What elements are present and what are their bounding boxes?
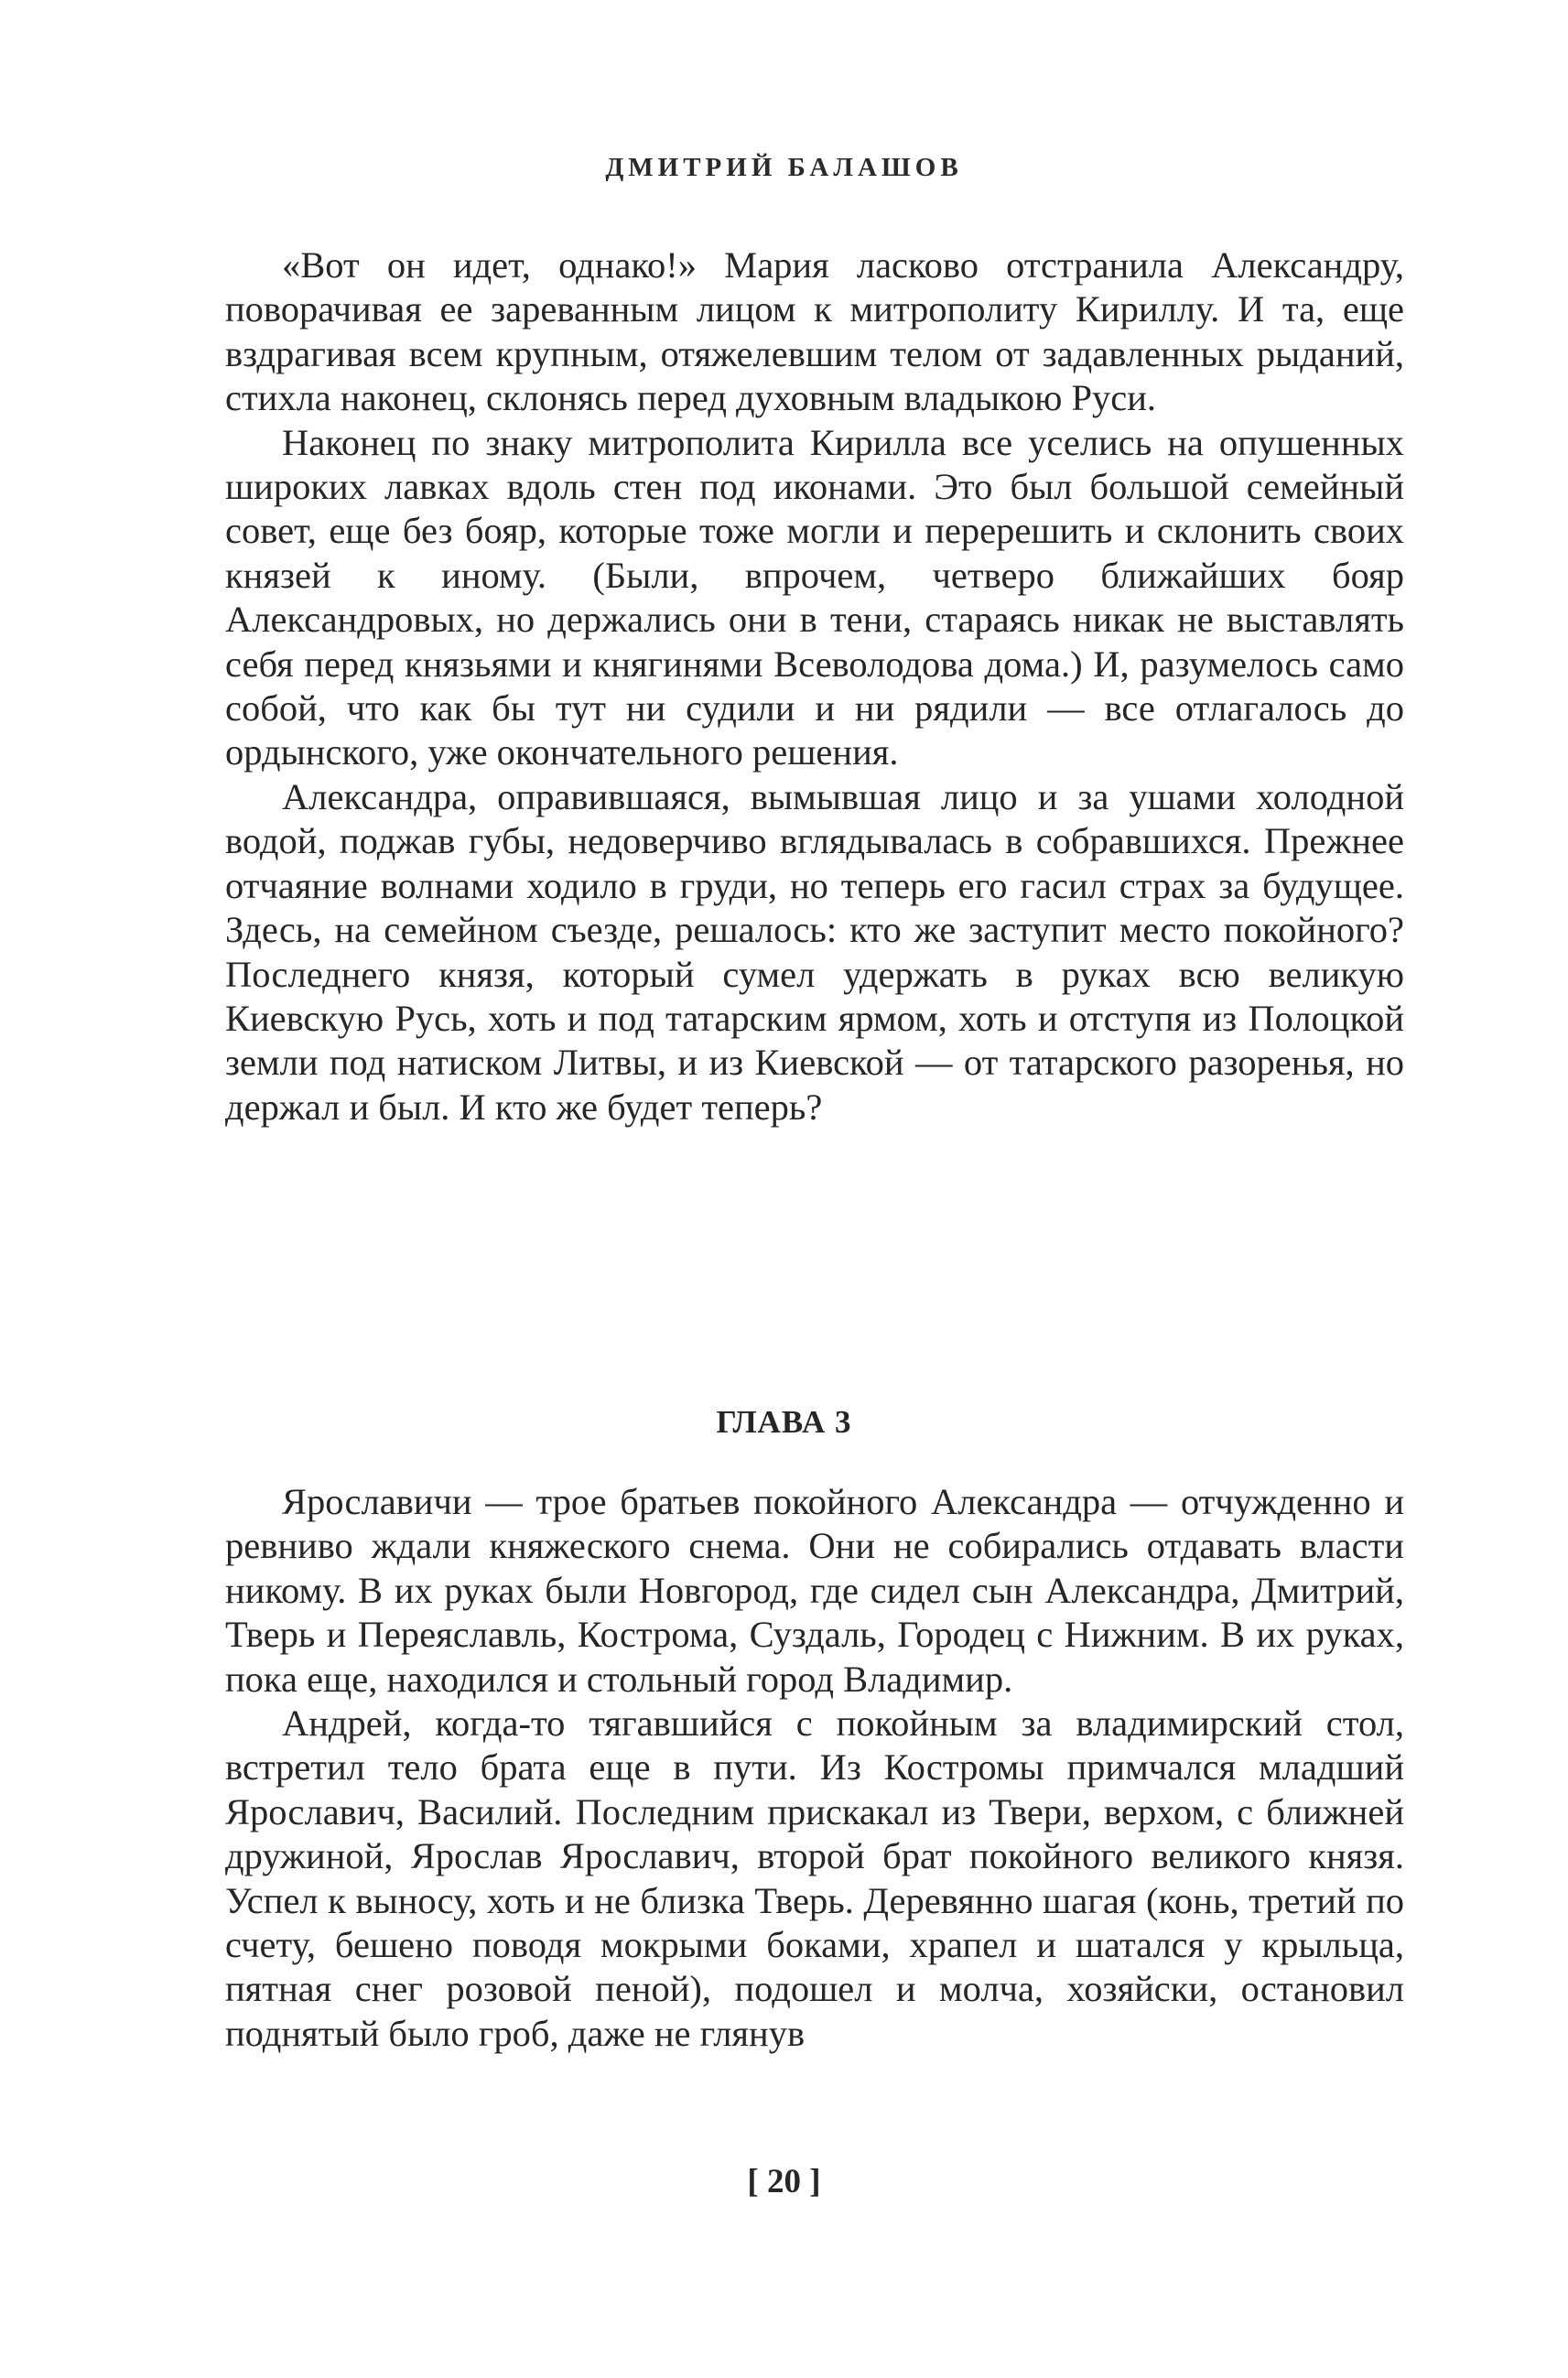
chapter-title: ГЛАВА 3 (716, 1404, 852, 1440)
paragraph: Андрей, когда-то тягавшийся с покойным за владимирский стол, встретил тело брата еще в пути. Из Костромы примчался младший Ярославич, Василий. Последним прискакал из Твери, верхом, с ближней дружиной, Ярослав Ярославич, второй брат покойного великого князя. Успел к выносу, хоть и не близка Тверь. Деревянно шагая (конь, третий по счету, бешено поводя мокрыми боками, храпел и шатался у крыльца, пятная снег розовой пеной), подошел и молча, хозяйски, остановил поднятый было гроб, даже не глянув (225, 1702, 1404, 2054)
text-block-before-chapter (225, 243, 1404, 1130)
paragraph: «Вот он идет, однако!» Мария ласково отстранила Александру, поворачивая ее зареванным лицом к митрополиту Кириллу. И та, еще вздрагивая всем крупным, отяжелевшим телом от задавленных рыданий, стихла наконец, склонясь перед духовным владыкою Руси. (225, 244, 1404, 419)
chapter-text-block (225, 1480, 1404, 2056)
running-head: ДМИТРИЙ БАЛАШОВ (605, 153, 963, 182)
paragraph: Ярославичи — трое братьев покойного Александра — отчужденно и ревниво ждали княжеского снема. Они не собирались отдавать власти никому. В их руках были Новгород, где сидел сын Александра, Дмитрий, Тверь и Переяславль, Кострома, Суздаль, Городец с Нижним. В их руках, пока еще, находился и стольный город Владимир. (225, 1481, 1404, 1700)
paragraph: Александра, оправившаяся, вымывшая лицо и за ушами холодной водой, поджав губы, недоверчиво вглядывалась в собравшихся. Прежнее отчаяние волнами ходило в груди, но теперь его гасил страх за будущее. Здесь, на семейном съезде, решалось: кто же заступит место покойного? Последнего князя, который сумел удержать в руках всю великую Киевскую Русь, хоть и под татарским ярмом, хоть и отступя из Полоцкой земли под натиском Литвы, и из Киевской — от татарского разоренья, но держал и был. И кто же будет теперь? (225, 775, 1404, 1128)
paragraph: Наконец по знаку митрополита Кирилла все уселись на опушенных широких лавках вдоль стен под иконами. Это был большой семейный совет, еще без бояр, которые тоже могли и перерешить и склонить своих князей к иному. (Были, впрочем, четверо ближайших бояр Александровых, но держались они в тени, стараясь никак не выставлять себя перед князьями и княгинями Всеволодова дома.) И, разумелось само собой, что как бы тут ни судили и ни рядили — все отлагалось до ордынского, уже окончательного решения. (225, 421, 1404, 773)
page-number: [ 20 ] (747, 2163, 821, 2200)
